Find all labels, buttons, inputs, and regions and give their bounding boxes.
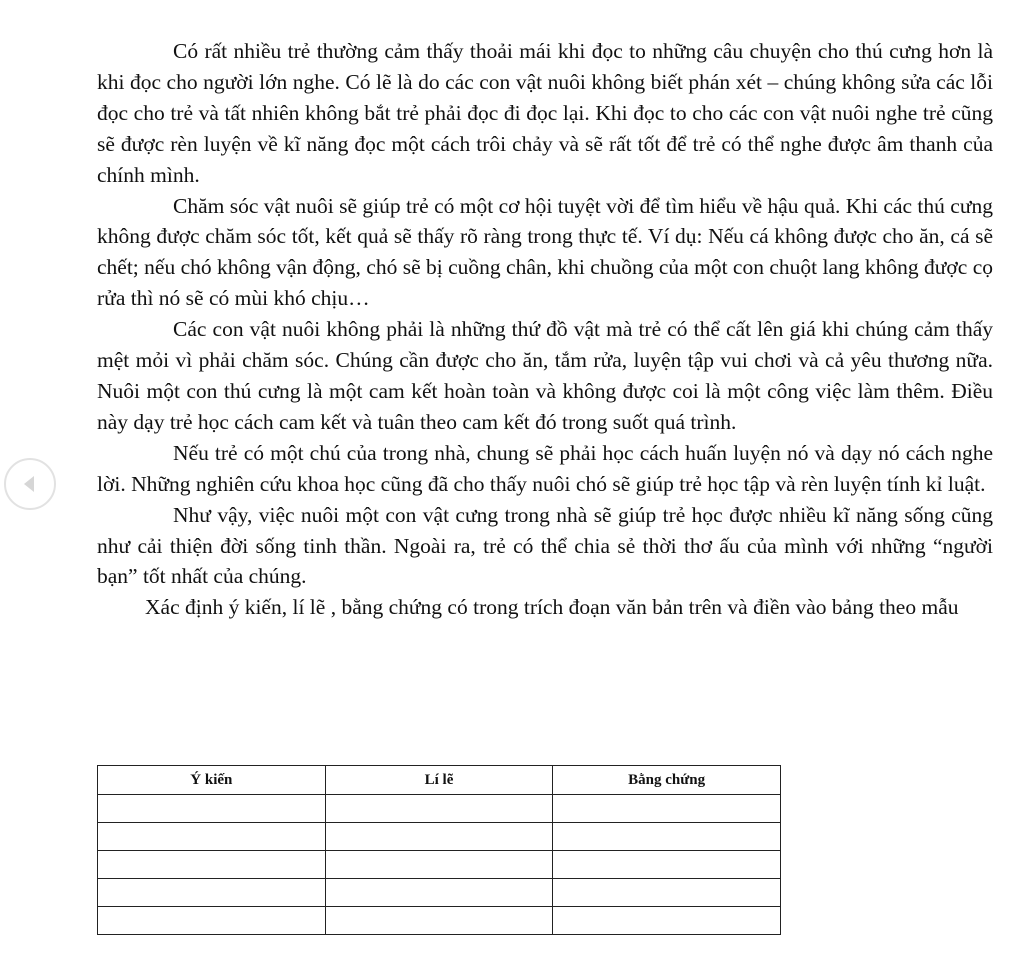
paragraph-2: Chăm sóc vật nuôi sẽ giúp trẻ có một cơ hội tuyệt vời để tìm hiểu về hậu quả. Khi các thú cưng không được chăm sóc tốt, kết quả sẽ thấy rõ ràng trong thực tế. Ví dụ: Nếu cá không được cho ăn, cá sẽ chết; nếu chó không vận động, chó sẽ bị cuồng chân, khi chuồng của một con chuột lang không được cọ rửa thì nó sẽ có mùi khó chịu… <box>97 193 993 311</box>
table-cell <box>325 907 553 935</box>
table-row <box>98 795 781 823</box>
task-instruction: Xác định ý kiến, lí lẽ , bằng chứng có trong trích đoạn văn bản trên và điền vào bảng theo mẫu <box>145 595 959 620</box>
table-cell <box>553 823 781 851</box>
table-row <box>98 851 781 879</box>
table-cell <box>325 879 553 907</box>
header-bang-chung: Bằng chứng <box>553 766 781 795</box>
table-cell <box>325 823 553 851</box>
table-header-row <box>98 766 781 795</box>
document-body <box>97 36 993 623</box>
header-y-kien: Ý kiến <box>98 766 326 795</box>
table-row <box>98 907 781 935</box>
paragraph-4: Nếu trẻ có một chú của trong nhà, chung sẽ phải học cách huấn luyện nó và dạy nó cách nghe lời. Những nghiên cứu khoa học cũng đã cho thấy nuôi chó sẽ giúp trẻ học tập và rèn luyện tính kỉ luật. <box>97 440 993 496</box>
table-cell <box>98 851 326 879</box>
paragraph-1: Có rất nhiều trẻ thường cảm thấy thoải mái khi đọc to những câu chuyện cho thú cưng hơn là khi đọc cho người lớn nghe. Có lẽ là do các con vật nuôi không biết phán xét – chúng không sửa các lỗi đọc cho trẻ và tất nhiên không bắt trẻ phải đọc đi đọc lại. Khi đọc to cho các con vật nuôi nghe trẻ cũng sẽ được rèn luyện về kĩ năng đọc một cách trôi chảy và sẽ rất tốt để trẻ có thể nghe được âm thanh của chính mình. <box>97 39 993 187</box>
table-cell <box>98 823 326 851</box>
table-cell <box>553 795 781 823</box>
table-row <box>98 879 781 907</box>
table-row <box>98 823 781 851</box>
table-cell <box>325 851 553 879</box>
table-cell <box>98 907 326 935</box>
answer-table-container <box>97 765 781 935</box>
paragraph-5: Như vậy, việc nuôi một con vật cưng trong nhà sẽ giúp trẻ học được nhiều kĩ năng sống cũng như cải thiện đời sống tinh thần. Ngoài ra, trẻ có thể chia sẻ thời thơ ấu của mình với những “người bạn” tốt nhất của chúng. <box>97 502 993 589</box>
table-cell <box>98 879 326 907</box>
table-cell <box>553 879 781 907</box>
table-cell <box>553 907 781 935</box>
paragraph-3: Các con vật nuôi không phải là những thứ đồ vật mà trẻ có thể cất lên giá khi chúng cảm thấy mệt mỏi vì phải chăm sóc. Chúng cần được cho ăn, tắm rửa, luyện tập vui chơi và cả yêu thương nữa. Nuôi một con thú cưng là một cam kết hoàn toàn và không được coi là một công việc làm thêm. Điều này dạy trẻ học cách cam kết và tuân theo cam kết đó trong suốt quá trình. <box>97 317 993 434</box>
previous-page-button[interactable] <box>4 458 56 510</box>
chevron-left-icon <box>19 473 41 495</box>
table-cell <box>553 851 781 879</box>
answer-table <box>97 765 781 935</box>
header-li-le: Lí lẽ <box>325 766 553 795</box>
table-cell <box>98 795 326 823</box>
table-cell <box>325 795 553 823</box>
